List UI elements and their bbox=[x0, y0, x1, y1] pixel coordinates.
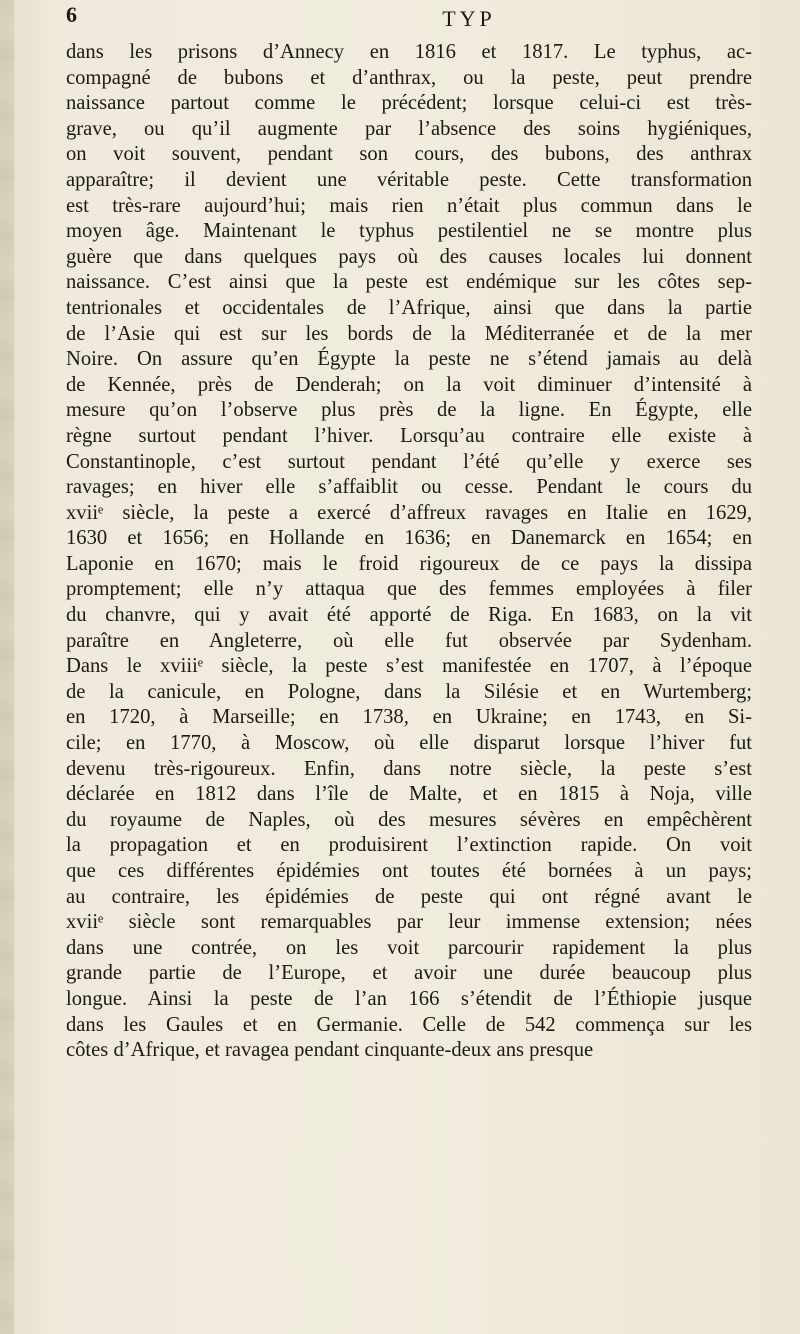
text-line: Laponie en 1670; mais le froid rigoureux de ce pays la dissipa bbox=[66, 552, 752, 575]
text-line: grande partie de l’Europe, et avoir une durée beaucoup plus bbox=[66, 962, 752, 985]
text-line: xviiᵉ siècle, la peste a exercé d’affreux ravages en Italie en 1629, bbox=[66, 501, 752, 524]
body-text bbox=[66, 40, 752, 1064]
text-line: dans les prisons d’Annecy en 1816 et 1817. Le typhus, ac- bbox=[66, 41, 752, 63]
text-line: cile; en 1770, à Moscow, où elle disparut lorsque l’hiver fut bbox=[66, 732, 752, 755]
text-line: guère que dans quelques pays où des causes locales lui donnent bbox=[66, 245, 752, 268]
text-line: de Kennée, près de Denderah; on la voit diminuer d’intensité à bbox=[66, 373, 752, 396]
text-line: en 1720, à Marseille; en 1738, en Ukraine; en 1743, en Si- bbox=[66, 706, 752, 729]
running-head-title: TYP bbox=[442, 6, 496, 31]
text-line: devenu très-rigoureux. Enfin, dans notre siècle, la peste s’est bbox=[66, 757, 752, 780]
text-line: 1630 et 1656; en Hollande en 1636; en Danemarck en 1654; en bbox=[66, 527, 752, 550]
text-line: xviiᵉ siècle sont remarquables par leur immense extension; nées bbox=[66, 911, 752, 934]
text-line: ravages; en hiver elle s’affaiblit ou cesse. Pendant le cours du bbox=[66, 476, 752, 499]
text-line: est très-rare aujourd’hui; mais rien n’était plus commun dans le bbox=[66, 194, 752, 217]
text-line: grave, ou qu’il augmente par l’absence des soins hygiéniques, bbox=[66, 117, 752, 140]
text-line: de la canicule, en Pologne, dans la Silésie et en Wurtemberg; bbox=[66, 680, 752, 703]
text-line: moyen âge. Maintenant le typhus pestilentiel ne se montre plus bbox=[66, 220, 752, 243]
text-line: du royaume de Naples, où des mesures sévères en empêchèrent bbox=[66, 808, 752, 831]
running-head bbox=[54, 2, 754, 36]
text-line: dans les Gaules et en Germanie. Celle de 542 commença sur les bbox=[66, 1013, 752, 1036]
text-line: dans une contrée, on les voit parcourir rapidement la plus bbox=[66, 936, 752, 959]
text-line: Noire. On assure qu’en Égypte la peste ne s’étend jamais au delà bbox=[66, 348, 752, 371]
text-line: promptement; elle n’y attaqua que des femmes employées à filer bbox=[66, 578, 752, 601]
page-number: 6 bbox=[66, 2, 77, 27]
text-line: paraître en Angleterre, où elle fut observée par Sydenham. bbox=[66, 629, 752, 652]
text-line: tentrionales et occidentales de l’Afrique, ainsi que dans la partie bbox=[66, 296, 752, 319]
text-line: Dans le xviiiᵉ siècle, la peste s’est manifestée en 1707, à l’époque bbox=[66, 655, 752, 678]
text-line: Constantinople, c’est surtout pendant l’été qu’elle y exerce ses bbox=[66, 450, 752, 473]
text-line: compagné de bubons et d’anthrax, ou la peste, peut prendre bbox=[66, 66, 752, 89]
text-line: longue. Ainsi la peste de l’an 166 s’étendit de l’Éthiopie jusque bbox=[66, 987, 752, 1010]
text-line: règne surtout pendant l’hiver. Lorsqu’au contraire elle existe à bbox=[66, 424, 752, 447]
text-line: du chanvre, qui y avait été apporté de Riga. En 1683, on la vit bbox=[66, 604, 752, 627]
text-line: côtes d’Afrique, et ravagea pendant cinquante-deux ans presque bbox=[66, 1039, 594, 1062]
text-line: mesure qu’on l’observe plus près de la ligne. En Égypte, elle bbox=[66, 399, 752, 422]
text-line: déclarée en 1812 dans l’île de Malte, et en 1815 à Noja, ville bbox=[66, 783, 752, 806]
text-line: naissance. C’est ainsi que la peste est endémique sur les côtes sep- bbox=[66, 271, 752, 294]
text-line: au contraire, les épidémies de peste qui ont régné avant le bbox=[66, 885, 752, 908]
text-line: naissance partout comme le précédent; lorsque celui-ci est très- bbox=[66, 92, 752, 115]
binding-gutter bbox=[0, 0, 14, 1334]
text-line: apparaître; il devient une véritable peste. Cette transformation bbox=[66, 168, 752, 191]
text-line: de l’Asie qui est sur les bords de la Méditerranée et de la mer bbox=[66, 322, 752, 345]
text-line: la propagation et en produisirent l’extinction rapide. On voit bbox=[66, 834, 752, 857]
text-line: que ces différentes épidémies ont toutes été bornées à un pays; bbox=[66, 860, 752, 882]
text-line: on voit souvent, pendant son cours, des bubons, des anthrax bbox=[66, 143, 752, 166]
